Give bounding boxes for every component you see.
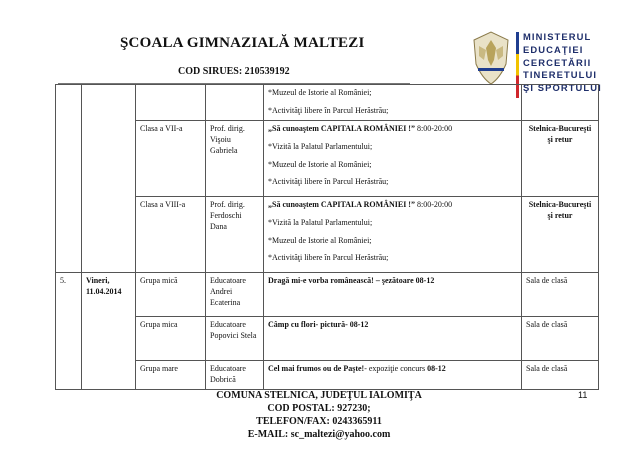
class-cell: Grupa mare bbox=[136, 361, 206, 390]
date-cell bbox=[82, 85, 136, 273]
class-cell bbox=[136, 85, 206, 121]
activity-line: *Muzeul de Istorie al României; bbox=[268, 235, 372, 245]
table-row bbox=[56, 121, 599, 197]
coat-of-arms-icon bbox=[470, 30, 512, 88]
ministry-line: MINISTERUL bbox=[523, 31, 592, 42]
teacher-cell: Educatoare Andrei Ecaterina bbox=[206, 273, 264, 317]
activity-line: *Vizită la Palatul Parlamentului; bbox=[268, 141, 373, 151]
place-cell: Sala de clasă bbox=[522, 273, 599, 317]
class-cell: Clasa a VIII-a bbox=[136, 197, 206, 273]
activity-cell bbox=[264, 121, 522, 197]
teacher-cell bbox=[206, 85, 264, 121]
activity-line: *Activităţi libere în Parcul Herăstrău; bbox=[268, 177, 389, 187]
activity-line: *Activităţi libere în Parcul Herăstrău; bbox=[268, 105, 389, 115]
place-cell: Sala de clasă bbox=[522, 361, 599, 390]
nr-cell: 5. bbox=[56, 273, 82, 390]
date-cell: Vineri, 11.04.2014 bbox=[82, 273, 136, 390]
class-cell: Grupa mica bbox=[136, 317, 206, 361]
table-row bbox=[56, 273, 599, 317]
place-cell: Sala de clasă bbox=[522, 317, 599, 361]
class-cell: Clasa a VII-a bbox=[136, 121, 206, 197]
activity-title: „Să cunoaştem CAPITALA ROMÂNIEI !” bbox=[268, 124, 415, 133]
table-row bbox=[56, 317, 599, 361]
activity-title: Dragă mi-e vorba românească! – şezătoare 08-12 bbox=[264, 273, 522, 317]
activity-title: „Să cunoaştem CAPITALA ROMÂNIEI !” bbox=[268, 200, 415, 209]
ministry-line: TINERETULUI bbox=[523, 69, 598, 81]
footer-email: E-MAIL: sc_maltezi@yahoo.com bbox=[247, 429, 391, 440]
footer-contact bbox=[0, 389, 638, 441]
page-number: 11 bbox=[578, 390, 588, 400]
place-cell bbox=[522, 85, 599, 121]
place-cell: Stelnica-Bucureşti şi retur bbox=[522, 197, 599, 273]
activity-title: Cel mai frumos ou de Paşte! bbox=[268, 364, 365, 373]
table-row bbox=[56, 197, 599, 273]
activity-line: *Muzeul de Istorie al României; bbox=[268, 159, 372, 169]
activity-time: 08-12 bbox=[427, 364, 446, 373]
nr-cell bbox=[56, 85, 82, 273]
footer-postal-code: COD POSTAL: 927230; bbox=[267, 403, 371, 414]
activity-cell bbox=[264, 197, 522, 273]
activity-desc: - expoziţie concurs bbox=[364, 364, 428, 373]
footer-address: COMUNA STELNICA, JUDEŢUL IALOMIŢA bbox=[216, 390, 422, 401]
activity-time: 8:00-20:00 bbox=[414, 200, 453, 209]
activity-line: *Activităţi libere în Parcul Herăstrău; bbox=[268, 253, 389, 263]
ministry-line: ŞI SPORTULUI bbox=[523, 82, 602, 94]
teacher-cell: Prof. dirig. Vişoiu Gabriela bbox=[206, 121, 264, 197]
activity-cell bbox=[264, 85, 522, 121]
activity-title: Câmp cu flori- pictură- 08-12 bbox=[264, 317, 522, 361]
teacher-cell: Prof. dirig. Ferdoschi Dana bbox=[206, 197, 264, 273]
activity-time: 8:00-20:00 bbox=[414, 124, 453, 133]
place-cell: Stelnica-Bucureşti şi retur bbox=[522, 121, 599, 197]
table-row bbox=[56, 361, 599, 390]
activities-table bbox=[55, 84, 599, 390]
sirues-code: COD SIRUES: 210539192 bbox=[178, 66, 290, 77]
footer-phone: TELEFON/FAX: 0243365911 bbox=[256, 416, 382, 427]
ministry-line: CERCETĂRII bbox=[523, 56, 592, 68]
activity-cell bbox=[264, 361, 522, 390]
table-row bbox=[56, 85, 599, 121]
teacher-cell: Educatoare Dobrică bbox=[206, 361, 264, 390]
class-cell: Grupa mică bbox=[136, 273, 206, 317]
school-name: ŞCOALA GIMNAZIALĂ MALTEZI bbox=[120, 35, 365, 51]
ministry-line: EDUCAŢIEI bbox=[523, 43, 584, 55]
activity-line: *Muzeul de Istorie al României; bbox=[268, 88, 372, 97]
activity-line: *Vizită la Palatul Parlamentului; bbox=[268, 217, 373, 227]
teacher-cell: Educatoare Popovici Stela bbox=[206, 317, 264, 361]
